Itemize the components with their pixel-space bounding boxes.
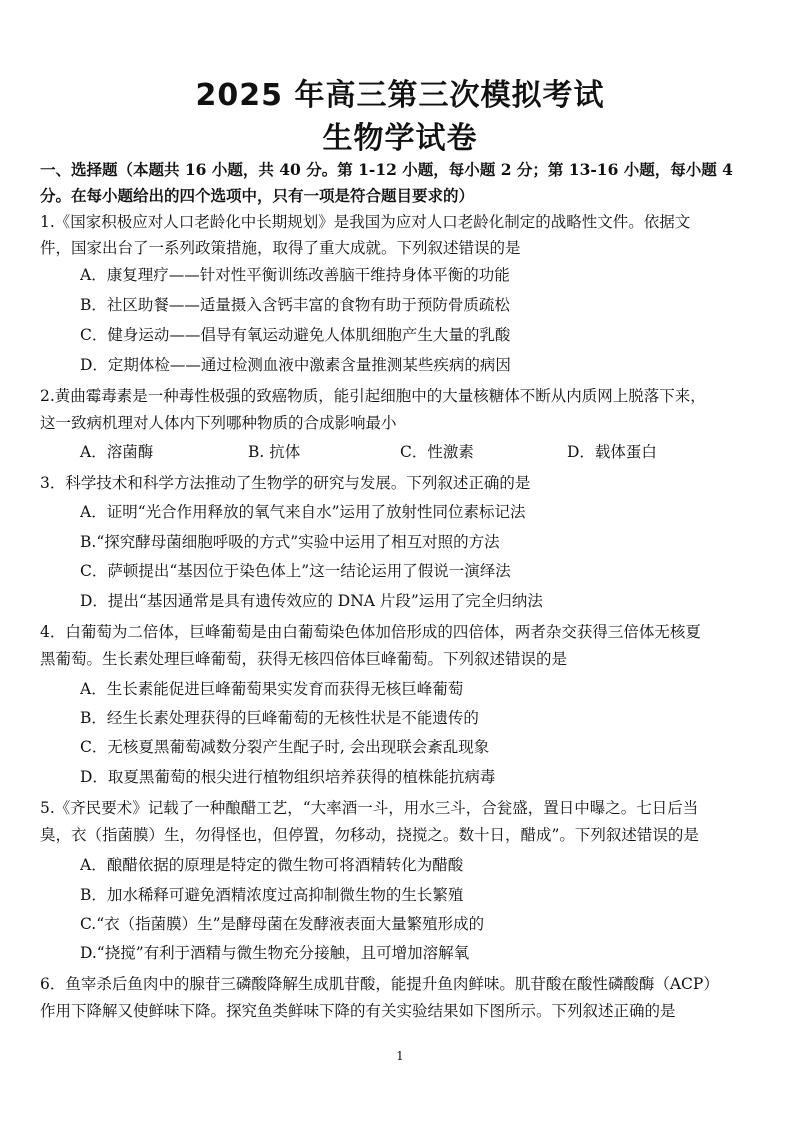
question-6-stem-line-2: 作用下降解又使鲜味下降。探究鱼类鲜味下降的有关实验结果如下图所示。下列叙述正确的是 bbox=[40, 1002, 676, 1020]
question-4-stem-line-1: 4．白葡萄为二倍体，巨峰葡萄是由白葡萄染色体加倍形成的四倍体，两者杂交获得三倍体无核夏 bbox=[40, 623, 701, 641]
page-subtitle: 生物学试卷 bbox=[322, 121, 478, 156]
question-4-option-b: B．经生长素处理获得的巨峰葡萄的无核性状是不能遗传的 bbox=[80, 709, 479, 727]
question-2-stem-line-2: 这一致病机理对人体内下列哪种物质的合成影响最小 bbox=[40, 414, 397, 432]
question-5-option-c: C.“衣（指菌膜）生”是酵母菌在发酵液表面大量繁殖形成的 bbox=[80, 915, 485, 933]
question-1-stem-line-1: 1.《国家积极应对人口老龄化中长期规划》是我国为应对人口老龄化制定的战略性文件。依据文 bbox=[40, 213, 691, 231]
question-1-option-d: D．定期体检——通过检测血液中激素含量推测某些疾病的病因 bbox=[80, 356, 511, 374]
question-4-option-a: A．生长素能促进巨峰葡萄果实发育而获得无核巨峰葡萄 bbox=[80, 680, 464, 698]
section-instructions-line-1: 一、选择题（本题共 16 小题，共 40 分。第 1-12 小题，每小题 2 分；第 13-16 小题，每小题 4 bbox=[40, 160, 733, 179]
question-5-option-d: D.“挠搅”有利于酒精与微生物充分接触，且可增加溶解氧 bbox=[80, 944, 470, 962]
question-2-option-d: D．载体蛋白 bbox=[567, 443, 657, 461]
question-4-stem-line-2: 黑葡萄。生长素处理巨峰葡萄，获得无核四倍体巨峰葡萄。下列叙述错误的是 bbox=[40, 650, 568, 668]
question-5-option-a: A．酿醋依据的原理是特定的微生物可将酒精转化为醋酸 bbox=[80, 856, 464, 874]
question-2-option-c: C．性激素 bbox=[400, 443, 474, 461]
question-6-stem-line-1: 6．鱼宰杀后鱼肉中的腺苷三磷酸降解生成肌苷酸，能提升鱼肉鲜味。肌苷酸在酸性磷酸酶（ACP） bbox=[40, 975, 719, 993]
question-3-option-d: D．提出“基因通常是具有遗传效应的 DNA 片段”运用了完全归纳法 bbox=[80, 592, 543, 610]
question-1-option-a: A．康复理疗——针对性平衡训练改善脑干维持身体平衡的功能 bbox=[80, 266, 510, 284]
question-3-option-a: A．证明“光合作用释放的氧气来自水”运用了放射性同位素标记法 bbox=[80, 503, 526, 521]
question-2-option-a: A．溶菌酶 bbox=[80, 443, 154, 461]
page-title: 2025 年高三第三次模拟考试 bbox=[195, 78, 605, 113]
question-3-option-c: C．萨顿提出“基因位于染色体上”这一结论运用了假说一演绎法 bbox=[80, 562, 511, 580]
question-5-stem-line-2: 臭，衣（指菌膜）生，勿得怪也，但停置，勿移动，挠搅之。数十日，醋成”。下列叙述错误的是 bbox=[40, 826, 699, 844]
question-1-option-c: C．健身运动——倡导有氧运动避免人体肌细胞产生大量的乳酸 bbox=[80, 326, 511, 344]
question-3-stem: 3．科学技术和科学方法推动了生物学的研究与发展。下列叙述正确的是 bbox=[40, 474, 531, 492]
question-4-option-c: C．无核夏黑葡萄减数分裂产生配子时, 会出现联会紊乱现象 bbox=[80, 738, 490, 756]
page-number: 1 bbox=[396, 1049, 404, 1063]
section-instructions-line-2: 分。在每小题给出的四个选项中，只有一项是符合题目要求的） bbox=[40, 186, 475, 205]
question-5-option-b: B．加水稀释可避免酒精浓度过高抑制微生物的生长繁殖 bbox=[80, 886, 464, 904]
question-3-option-b: B.“探究酵母菌细胞呼吸的方式”实验中运用了相互对照的方法 bbox=[80, 533, 500, 551]
question-2-option-b: B. 抗体 bbox=[248, 443, 301, 461]
question-5-stem-line-1: 5.《齐民要术》记载了一种酿醋工艺，“大率酒一斗，用水三斗，合瓮盛，置日中曝之。七日后当 bbox=[40, 799, 699, 817]
question-1-option-b: B．社区助餐——适量摄入含钙丰富的食物有助于预防骨质疏松 bbox=[80, 296, 510, 314]
question-2-stem-line-1: 2.黄曲霉毒素是一种毒性极强的致癌物质，能引起细胞中的大量核糖体不断从内质网上脱落下来， bbox=[40, 387, 706, 405]
question-4-option-d: D．取夏黑葡萄的根尖进行植物组织培养获得的植株能抗病毒 bbox=[80, 768, 496, 786]
question-1-stem-line-2: 件，国家出台了一系列政策措施，取得了重大成就。下列叙述错误的是 bbox=[40, 239, 521, 257]
